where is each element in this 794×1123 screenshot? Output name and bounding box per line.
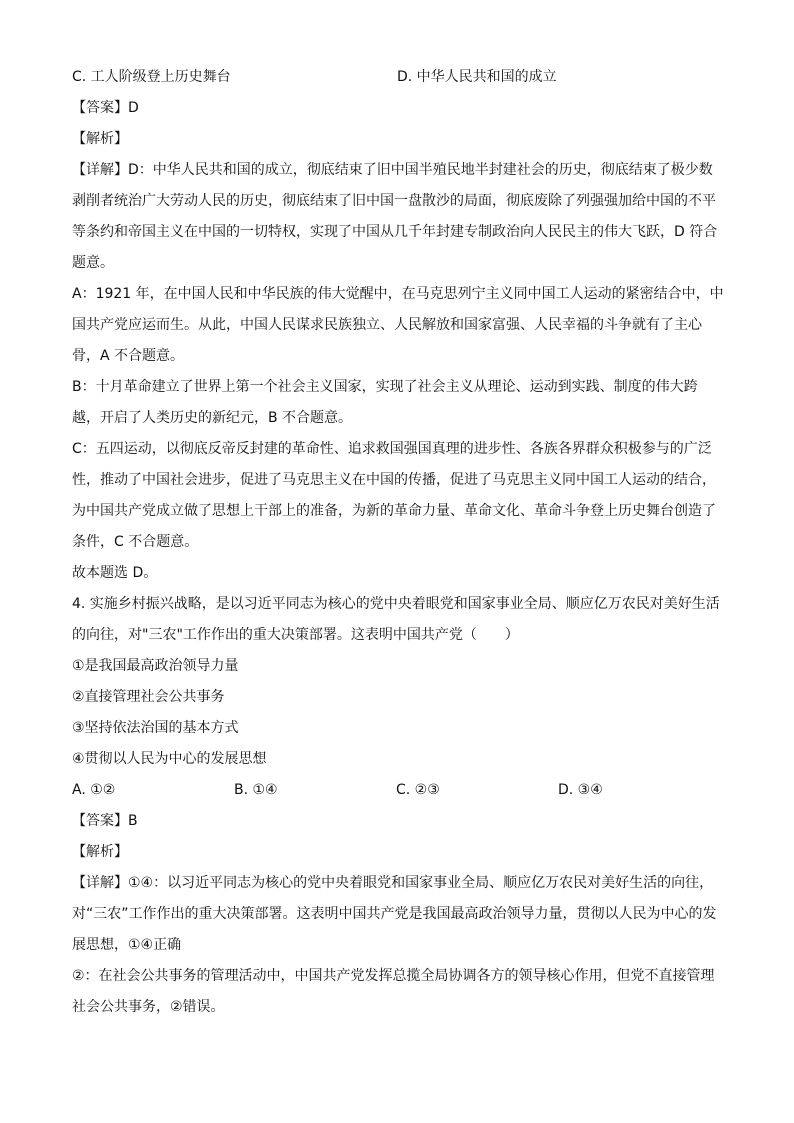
answer-line: 【答案】B — [72, 813, 138, 829]
q4-wrong-line: ②：在社会公共事务的管理活动中，中国共产党发挥总揽全局协调各方的领导核心作用，但党不直接管理 — [72, 968, 715, 984]
option-a: A. ①② — [72, 782, 116, 798]
question-4-statements — [72, 651, 722, 775]
question-stem-line: 4. 实施乡村振兴战略，是以习近平同志为核心的党中央着眼党和国家事业全局、顺应亿万农民对美好生活 — [72, 596, 720, 612]
statement-3: ③坚持依法治国的基本方式 — [72, 720, 239, 736]
analysis-a-line: 国共产党应运而生。从此，中国人民谋求民族独立、人民解放和国家富强、人民幸福的斗争就有了主心 — [72, 317, 702, 333]
statement-2: ②直接管理社会公共事务 — [72, 689, 225, 705]
analysis-c-line: 为中国共产党成立做了思想上干部上的准备，为新的革命力量、革命文化、革命斗争登上历史舞台创造了 — [72, 503, 716, 519]
q4-detail-paragraph — [72, 868, 722, 961]
question-4-stem — [72, 589, 722, 651]
analysis-c-line: 条件，C 不合题意。 — [72, 534, 199, 550]
document-page — [72, 62, 722, 1023]
option-d: D. ③④ — [558, 782, 603, 798]
q4-detail-line: 展思想，①④正确 — [72, 937, 182, 953]
prev-options-row — [72, 62, 722, 93]
analysis-a-line: 骨，A 不合题意。 — [72, 348, 185, 364]
option-b: B. ①④ — [234, 782, 278, 798]
analysis-c-line: 性，推动了中国社会进步，促进了马克思主义在中国的传播，促进了马克思主义同中国工人运动的结合， — [72, 472, 716, 488]
analysis-b-line: 越，开启了人类历史的新纪元，B 不合题意。 — [72, 410, 353, 426]
q4-detail-line: 对“三农”工作作出的重大决策部署。这表明中国共产党是我国最高政治领导力量，贯彻以人民为中心的发 — [72, 906, 717, 922]
analysis-a-paragraph — [72, 279, 722, 372]
analysis-b-paragraph — [72, 372, 722, 434]
option-c: C. ②③ — [396, 782, 440, 798]
q4-detail-line: 【详解】①④：以习近平同志为核心的党中央着眼党和国家事业全局、顺应亿万农民对美好生活的向往， — [72, 875, 714, 891]
statement-1: ①是我国最高政治领导力量 — [72, 658, 239, 674]
answer-line: 【答案】D — [72, 100, 139, 116]
question-4-options — [72, 775, 722, 806]
option-c: C. 工人阶级登上历史舞台 — [72, 69, 231, 85]
q4-wrong-paragraph — [72, 961, 722, 1023]
statement-4: ④贯彻以人民为中心的发展思想 — [72, 751, 267, 767]
detail-paragraph — [72, 155, 722, 279]
conclusion-line: 故本题选 D。 — [72, 565, 158, 581]
detail-line: 等条约和帝国主义在中国的一切特权，实现了中国从几千年封建专制政治向人民民主的伟大飞跃，D 符合 — [72, 224, 718, 240]
analysis-heading: 【解析】 — [72, 844, 128, 860]
analysis-c-line: C：五四运动，以彻底反帝反封建的革命性、追求救国强国真理的进步性、各族各界群众积极参与的广泛 — [72, 441, 712, 457]
detail-line: 剥削者统治广大劳动人民的历史，彻底结束了旧中国一盘散沙的局面，彻底废除了列强强加给中国的不平 — [72, 193, 716, 209]
analysis-c-paragraph — [72, 434, 722, 558]
option-d: D. 中华人民共和国的成立 — [397, 69, 557, 85]
analysis-a-line: A：1921 年，在中国人民和中华民族的伟大觉醒中，在马克思列宁主义同中国工人运动的紧密结合中，中 — [72, 286, 724, 302]
q4-wrong-line: 社会公共事务，②错误。 — [72, 999, 225, 1015]
analysis-b-line: B：十月革命建立了世界上第一个社会主义国家，实现了社会主义从理论、运动到实践、制度的伟大跨 — [72, 379, 698, 395]
question-stem-line: 的向往，对"三农"工作作出的重大决策部署。这表明中国共产党（ ） — [72, 627, 519, 643]
analysis-heading: 【解析】 — [72, 131, 128, 147]
detail-line: 题意。 — [72, 255, 114, 271]
detail-line: 【详解】D：中华人民共和国的成立，彻底结束了旧中国半殖民地半封建社会的历史，彻底结束了极少数 — [72, 162, 713, 178]
